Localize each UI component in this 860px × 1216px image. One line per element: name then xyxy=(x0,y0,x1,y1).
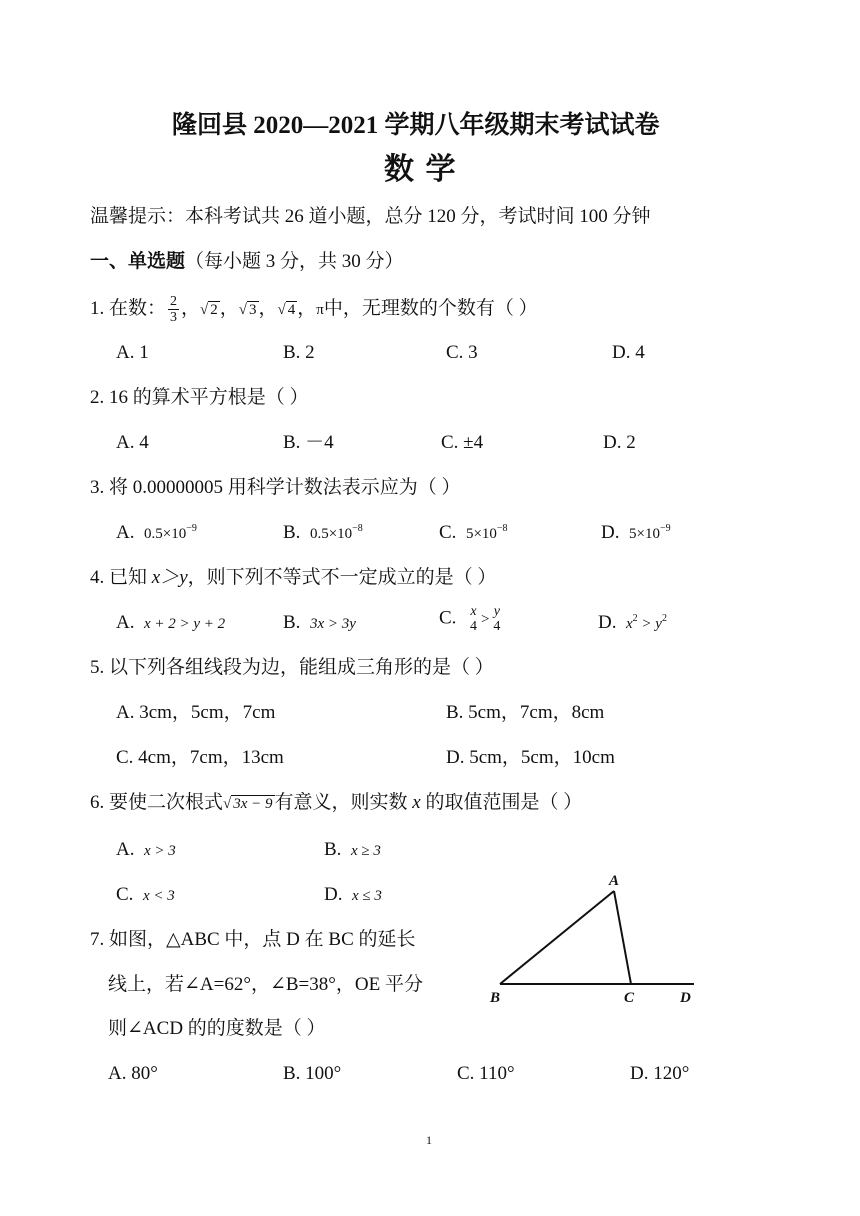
q3-option-a[interactable] xyxy=(116,521,197,546)
label-a: A xyxy=(609,873,620,889)
question-2: 2. 16 的算术平方根是（ ） xyxy=(90,387,309,408)
q6-expr-d: x ≤ 3 xyxy=(351,888,382,904)
q3-base-a: 0.5×10 xyxy=(143,526,187,542)
q7-option-b[interactable]: B. 100° xyxy=(283,1063,342,1084)
q3-label-d: D. xyxy=(601,522,620,543)
q6-label-b: B. xyxy=(324,839,342,860)
q3-base-b: 0.5×10 xyxy=(309,526,353,542)
q2-option-b[interactable]: B. －4 xyxy=(283,432,334,453)
q4-frac-x-den: 4 xyxy=(469,619,477,634)
q4-d-exp2: 2 xyxy=(661,613,667,624)
q4-d-rhs: > y xyxy=(637,616,662,632)
q4-frac-y xyxy=(491,604,502,634)
subject-title: 数 学 xyxy=(384,153,458,186)
q4-label-c: C. xyxy=(439,607,457,629)
q3-option-b[interactable] xyxy=(283,521,363,546)
question-7-line-1: 7. 如图，△ABC 中，点 D 在 BC 的延长 xyxy=(90,929,416,950)
q5-option-a[interactable]: A. 3cm，5cm，7cm xyxy=(116,702,276,723)
q1-sqrt-3: √ 3 xyxy=(238,301,257,318)
q1-sqrt-4: √ 4 xyxy=(277,301,296,318)
question-7-line-2: 线上，若∠A=62°，∠B=38°，OE 平分 xyxy=(108,974,423,995)
q1-fraction xyxy=(168,294,179,325)
section-title: 一、单选题 xyxy=(90,251,186,272)
q3-label-a: A. xyxy=(116,522,135,543)
q4-label-b: B. xyxy=(283,612,301,633)
q7-option-d[interactable]: D. 120° xyxy=(630,1063,690,1084)
q4-condition: x＞y xyxy=(151,567,188,588)
q4-gt: > xyxy=(480,611,490,628)
q3-exp-d: −9 xyxy=(659,523,671,534)
q1-radicand-3: 3 xyxy=(249,301,257,318)
q6-radicand: 3x − 9 xyxy=(233,796,273,812)
segment-ac xyxy=(614,891,631,984)
segment-ab xyxy=(500,891,614,984)
q2-option-c[interactable]: C. ±4 xyxy=(441,432,484,453)
q3-option-c[interactable] xyxy=(439,521,508,546)
section-heading xyxy=(90,250,404,274)
exam-notice: 温馨提示：本科考试共 26 道小题，总分 120 分，考试时间 100 分钟 xyxy=(90,206,651,227)
q4-option-c[interactable] xyxy=(439,604,504,634)
triangle-figure xyxy=(480,868,720,1008)
q4-prefix: 4. 已知 xyxy=(90,567,148,588)
q1-sqrt-2: √ 2 xyxy=(200,301,218,318)
q6-option-a[interactable] xyxy=(116,838,176,863)
q3-label-c: C. xyxy=(439,522,457,543)
page-title: 隆回县 2020—2021 学期八年级期末考试试卷 xyxy=(172,112,660,139)
q6-label-d: D. xyxy=(324,884,343,905)
q3-base-d: 5×10 xyxy=(628,526,660,542)
q1-sep: ， xyxy=(181,297,201,319)
q6-option-c[interactable] xyxy=(116,883,175,908)
section-note: （每小题 3 分，共 30 分） xyxy=(185,251,404,272)
q6-expr-c: x < 3 xyxy=(142,888,175,904)
q6-expr-b: x ≥ 3 xyxy=(350,843,381,859)
q1-option-c[interactable]: C. 3 xyxy=(446,342,478,363)
q1-suffix: 中，无理数的个数有（ ） xyxy=(323,297,538,319)
q1-pi: π xyxy=(316,301,324,318)
q3-option-d[interactable] xyxy=(601,521,671,546)
q6-option-d[interactable] xyxy=(324,883,382,908)
q4-frac-y-num: y xyxy=(493,604,501,619)
q3-label-b: B. xyxy=(283,522,301,543)
q4-label-a: A. xyxy=(116,612,135,633)
q4-frac-x xyxy=(468,604,479,634)
q6-label-c: C. xyxy=(116,884,134,905)
q1-sep: ， xyxy=(297,297,317,319)
question-7-line-3: 则∠ACD 的的度数是（ ） xyxy=(108,1018,326,1039)
q4-option-d[interactable] xyxy=(598,611,667,636)
q5-option-d[interactable]: D. 5cm，5cm，10cm xyxy=(446,747,615,768)
q6-var: x xyxy=(412,792,421,813)
q1-radicand-4: 4 xyxy=(287,301,296,318)
q1-sep: ， xyxy=(258,297,278,319)
q6-prefix: 6. 要使二次根式 xyxy=(90,792,224,813)
q6-sqrt: √ 3x − 9 xyxy=(223,796,273,812)
q4-label-d: D. xyxy=(598,612,617,633)
q3-exp-c: −8 xyxy=(496,523,508,534)
q2-option-a[interactable]: A. 4 xyxy=(116,432,149,453)
q1-sep: ， xyxy=(219,297,239,319)
q6-expr-a: x > 3 xyxy=(143,843,176,859)
page-number: 1 xyxy=(426,1133,432,1147)
label-c: C xyxy=(624,990,635,1006)
q1-option-d[interactable]: D. 4 xyxy=(612,342,645,363)
q4-suffix: ，则下列不等式不一定成立的是（ ） xyxy=(187,567,497,588)
q4-frac-x-num: x xyxy=(470,604,477,619)
q1-prefix: 1. 在数： xyxy=(90,297,167,319)
q3-exp-a: −9 xyxy=(186,523,197,534)
q4-expr-a: x + 2 > y + 2 xyxy=(143,616,226,632)
q6-option-b[interactable] xyxy=(324,838,381,863)
q2-option-d[interactable]: D. 2 xyxy=(603,432,636,453)
q7-option-a[interactable]: A. 80° xyxy=(108,1063,158,1084)
q4-option-b[interactable] xyxy=(283,611,356,636)
label-d: D xyxy=(680,990,691,1006)
q5-option-b[interactable]: B. 5cm，7cm，8cm xyxy=(446,702,605,723)
q6-suffix: 有意义，则实数 xyxy=(274,792,408,813)
q6-suffix2: 的取值范围是（ ） xyxy=(425,792,583,813)
q4-frac-y-den: 4 xyxy=(493,619,501,634)
q1-frac-den: 3 xyxy=(170,310,178,325)
q1-option-a[interactable]: A. 1 xyxy=(116,342,149,363)
question-3: 3. 将 0.00000005 用科学计数法表示应为（ ） xyxy=(90,477,461,498)
q4-d-exp1: 2 xyxy=(632,613,638,624)
question-5: 5. 以下列各组线段为边，能组成三角形的是（ ） xyxy=(90,657,494,678)
q3-base-c: 5×10 xyxy=(465,526,497,542)
q1-frac-num: 2 xyxy=(170,294,178,309)
label-b: B xyxy=(490,990,501,1006)
q5-option-c[interactable]: C. 4cm，7cm，13cm xyxy=(116,747,284,768)
question-6 xyxy=(90,791,582,816)
q7-option-c[interactable]: C. 110° xyxy=(457,1063,515,1084)
q1-radicand-2: 2 xyxy=(210,301,218,318)
q4-d-base: x xyxy=(625,616,633,632)
q6-label-a: A. xyxy=(116,839,135,860)
q4-expr-b: 3x > 3y xyxy=(309,616,356,632)
q3-exp-b: −8 xyxy=(352,523,363,534)
q1-option-b[interactable]: B. 2 xyxy=(283,342,315,363)
question-1 xyxy=(90,294,538,325)
question-4 xyxy=(90,566,496,590)
q4-option-a[interactable] xyxy=(116,611,225,636)
